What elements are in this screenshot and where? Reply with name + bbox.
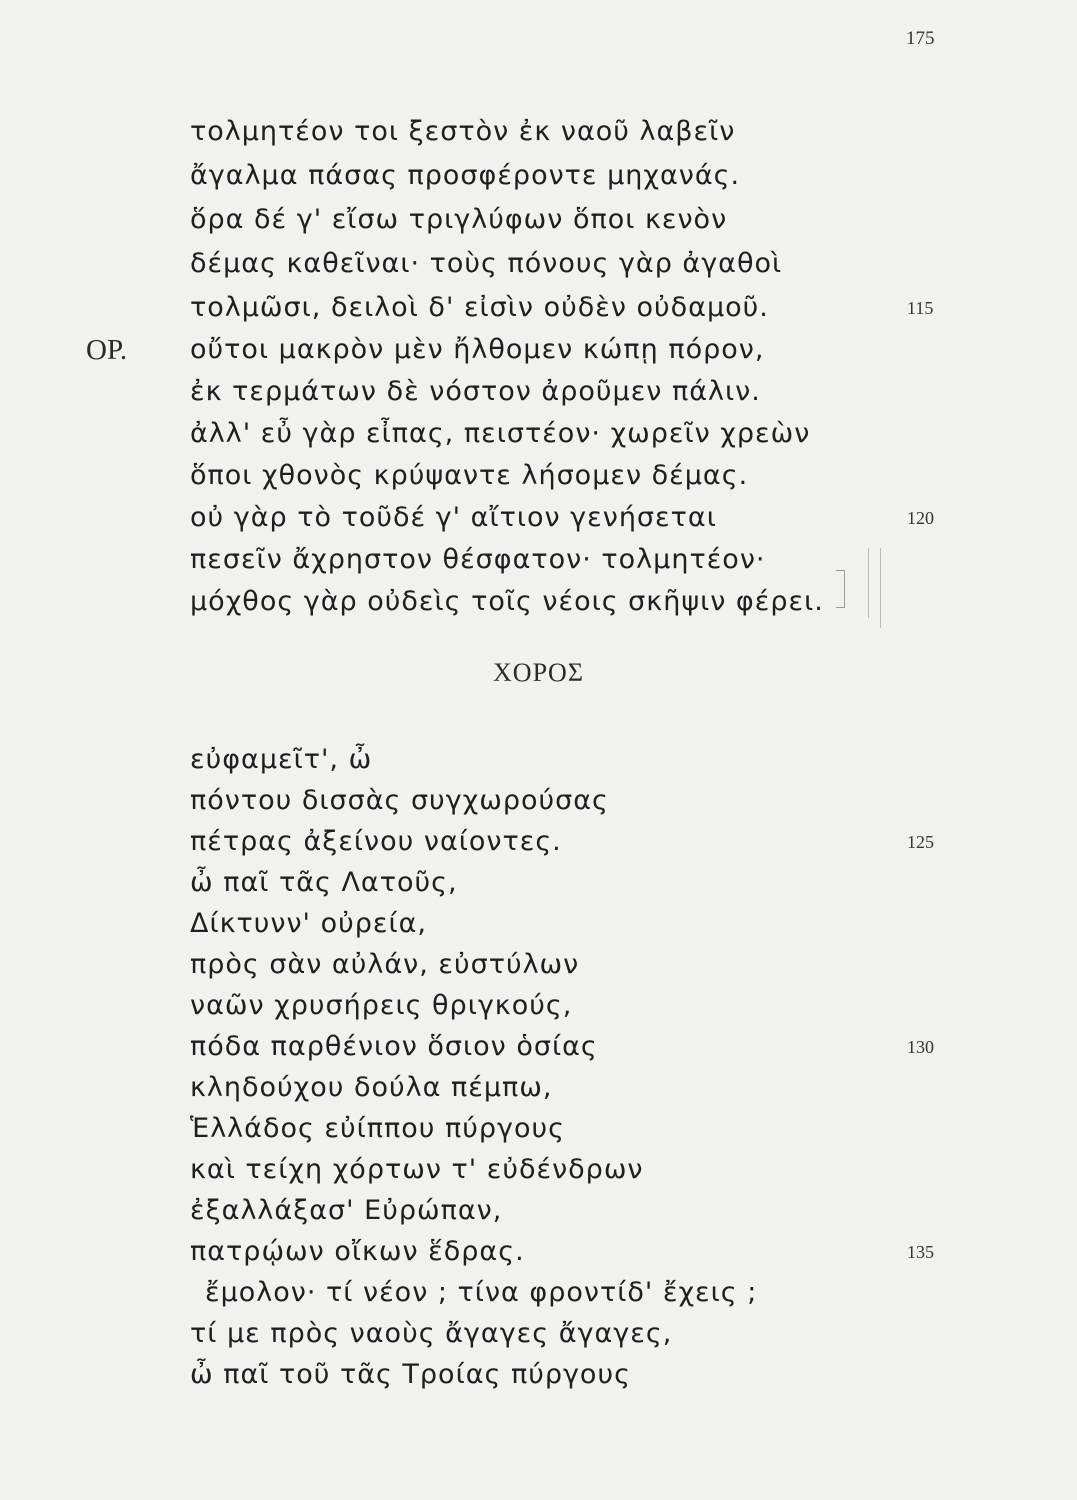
line-number: 130 — [907, 1037, 934, 1057]
verse-line: Δίκτυνν' οὐρεία, — [190, 908, 427, 939]
verse-line: Ἑλλάδος εὐίππου πύργους — [190, 1113, 565, 1144]
chorus-heading: ΧΟΡΟΣ — [493, 658, 584, 687]
verse-line: ἄγαλμα πάσας προσφέροντε μηχανάς. — [190, 160, 741, 191]
verse-line: πατρῴων οἴκων ἕδρας. — [190, 1236, 525, 1267]
verse-line: ὅρα δέ γ' εἴσω τριγλύφων ὅποι κενὸν — [190, 204, 728, 235]
verse-line: ὦ παῖ τᾶς Λατοῦς, — [190, 867, 458, 898]
speaker-label: ΟΡ. — [86, 334, 128, 366]
verse-line: εὐφαμεῖτ', ὦ — [190, 744, 373, 775]
verse-line: πέτρας ἀξείνου ναίοντες. — [190, 826, 562, 857]
verse-line: ἀλλ' εὖ γὰρ εἶπας, πειστέον· χωρεῖν χρεὼν — [190, 418, 811, 449]
pencil-margin-mark — [880, 548, 881, 628]
verse-line: πεσεῖν ἄχρηστον θέσφατον· τολμητέον· — [190, 544, 766, 575]
verse-line: τί με πρὸς ναοὺς ἄγαγες ἄγαγες, — [190, 1318, 673, 1349]
page-number: 175 — [906, 28, 935, 49]
verse-line: ὅποι χθονὸς κρύψαντε λήσομεν δέμας. — [190, 460, 749, 491]
verse-line: τολμῶσι, δειλοὶ δ' εἰσὶν οὐδὲν οὐδαμοῦ. — [190, 292, 769, 323]
verse-line: πρὸς σὰν αὐλάν, εὐστύλων — [190, 949, 580, 980]
verse-line: ὦ παῖ τοῦ τᾶς Τροίας πύργους — [190, 1359, 631, 1390]
verse-line: οὔτοι μακρὸν μὲν ἤλθομεν κώπῃ πόρον, — [190, 334, 765, 365]
closing-bracket — [836, 570, 845, 608]
verse-line: πόδα παρθένιον ὅσιον ὁσίας — [190, 1031, 598, 1062]
line-number: 125 — [907, 832, 934, 852]
verse-line: καὶ τείχη χόρτων τ' εὐδένδρων — [190, 1154, 644, 1185]
verse-line: μόχθος γὰρ οὐδεὶς τοῖς νέοις σκῆψιν φέρει. — [190, 586, 824, 617]
verse-line: κληδούχου δούλα πέμπω, — [190, 1072, 553, 1103]
verse-line: δέμας καθεῖναι· τοὺς πόνους γὰρ ἀγαθοὶ — [190, 248, 783, 279]
verse-line: ναῶν χρυσήρεις θριγκούς, — [190, 990, 573, 1021]
line-number: 115 — [907, 298, 934, 318]
verse-line: ἐκ τερμάτων δὲ νόστον ἀροῦμεν πάλιν. — [190, 376, 761, 407]
verse-line: ἔμολον· τί νέον ; τίνα φροντίδ' ἔχεις ; — [205, 1277, 758, 1308]
line-number: 120 — [907, 508, 934, 528]
pencil-margin-mark — [868, 548, 869, 618]
verse-line: τολμητέον τοι ξεστὸν ἐκ ναοῦ λαβεῖν — [190, 116, 736, 147]
verse-line: πόντου δισσὰς συγχωρούσας — [190, 785, 609, 816]
verse-line: ἐξαλλάξασ' Εὐρώπαν, — [190, 1195, 503, 1226]
line-number: 135 — [907, 1242, 934, 1262]
verse-line: οὐ γὰρ τὸ τοῦδέ γ' αἴτιον γενήσεται — [190, 502, 717, 533]
